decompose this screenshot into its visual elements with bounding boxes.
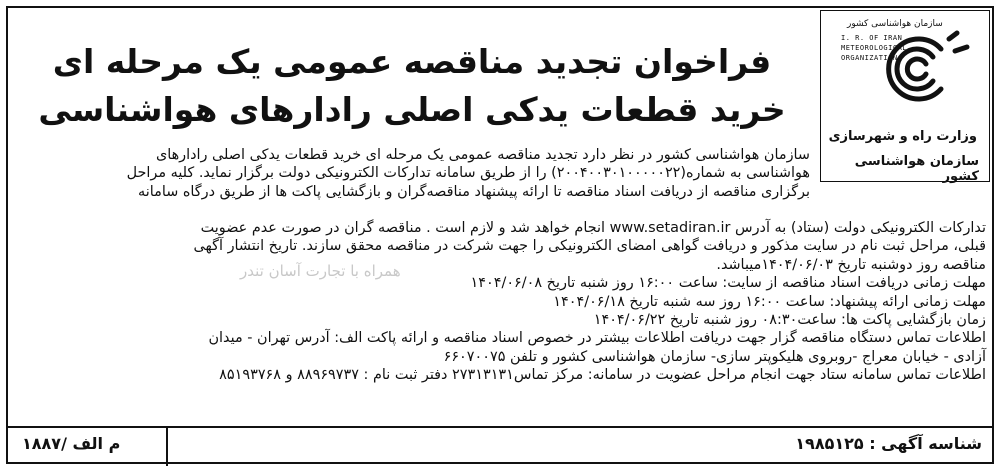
- logo-org-name-english: [841, 33, 907, 63]
- logo-en-line: METEOROLOGICAL: [841, 44, 908, 52]
- body-line: سازمان هواشناسی کشور در نظر دارد تجدید مناقصه عمومی یک مرحله ای خرید قطعات یدکی اصلی رادارهای: [155, 147, 810, 163]
- notice-body-upper: [14, 146, 810, 201]
- logo-org-name-small: سازمان هواشناسی کشور: [847, 19, 943, 29]
- logo-en-line: ORGANIZATION: [841, 54, 898, 62]
- footer-divider: [166, 428, 168, 466]
- notice-footer: [6, 426, 994, 466]
- logo-en-line: I. R. OF IRAN: [841, 34, 903, 42]
- title-line: خرید قطعات یدکی اصلی رادارهای هواشناسی: [38, 90, 786, 129]
- body-line: مهلت زمانی دریافت اسناد مناقصه از سایت: ساعت ۱۶:۰۰ روز شنبه تاریخ ۱۴۰۴/۰۶/۰۸: [470, 275, 986, 292]
- title-line: فراخوان تجدید مناقصه عمومی یک مرحله ای: [52, 42, 772, 81]
- body-line: برگزاری مناقصه از دریافت اسناد مناقصه تا ارائه پیشنهاد مناقصه‌گران و بازگشایی پاکت ها از طریق درگاه سامانه: [138, 183, 810, 200]
- body-line: مهلت زمانی ارائه پیشنهاد: ساعت ۱۶:۰۰ روز سه شنبه تاریخ ۱۴۰۴/۰۶/۱۸: [553, 293, 986, 310]
- body-line: مناقصه روز دوشنبه تاریخ ۱۴۰۴/۰۶/۰۳میباشد.: [716, 256, 986, 273]
- body-line: زمان بازگشایی پاکت ها: ساعت۰۸:۳۰ روز شنبه تاریخ ۱۴۰۴/۰۶/۲۲: [593, 312, 986, 329]
- body-line: اطلاعات تماس دستگاه مناقصه گزار جهت دریافت اطلاعات بیشتر در خصوص اسناد مناقصه و ارائه پاکت الف: آدرس تهران - میدان: [208, 330, 986, 347]
- notice-body-lower: [14, 219, 986, 385]
- body-line: قبلی، مراحل ثبت نام در سایت مذکور و دریافت گواهی امضای الکترونیکی را جهت شرکت در مناقصه محقق سازند. تاریخ انتشار آگهی: [193, 238, 986, 255]
- organization-name: سازمان هواشناسی کشور: [854, 154, 979, 184]
- body-line: تدارکات الکترونیکی دولت (ستاد) به آدرس www.setadiran.ir انجام خواهد شد و لازم است . مناقصه گران در صورت عدم عضویت: [200, 220, 986, 236]
- notice-code: م الف /۱۸۸۷: [22, 434, 121, 453]
- organization-logo-box: [820, 10, 990, 182]
- body-line: آزادی - خیابان معراج -روبروی هلیکوپتر سازی- سازمان هواشناسی کشور و تلفن ۶۶۰۷۰۰۷۵: [443, 348, 986, 365]
- notice-id: شناسه آگهی : ۱۹۸۵۱۲۵: [795, 434, 982, 453]
- watermark-text: همراه با تجارت آسان تندر: [240, 262, 401, 280]
- notice-title: [14, 38, 810, 134]
- body-line: هواشناسی به شماره(۲۰۰۴۰۰۳۰۱۰۰۰۰۰۲۲) را از طریق سامانه تدارکات الکترونیکی دولت برگزار نماید. کلیه مراحل: [126, 165, 810, 182]
- body-line: اطلاعات تماس سامانه ستاد جهت انجام مراحل عضویت در سامانه: مرکز تماس۲۷۳۱۳۱۳۱ دفتر ثبت نام : ۸۸۹۶۹۷۳۷ و ۸۵۱۹۳۷۶۸: [219, 367, 986, 384]
- ministry-name: وزارت راه و شهرسازی: [828, 129, 977, 144]
